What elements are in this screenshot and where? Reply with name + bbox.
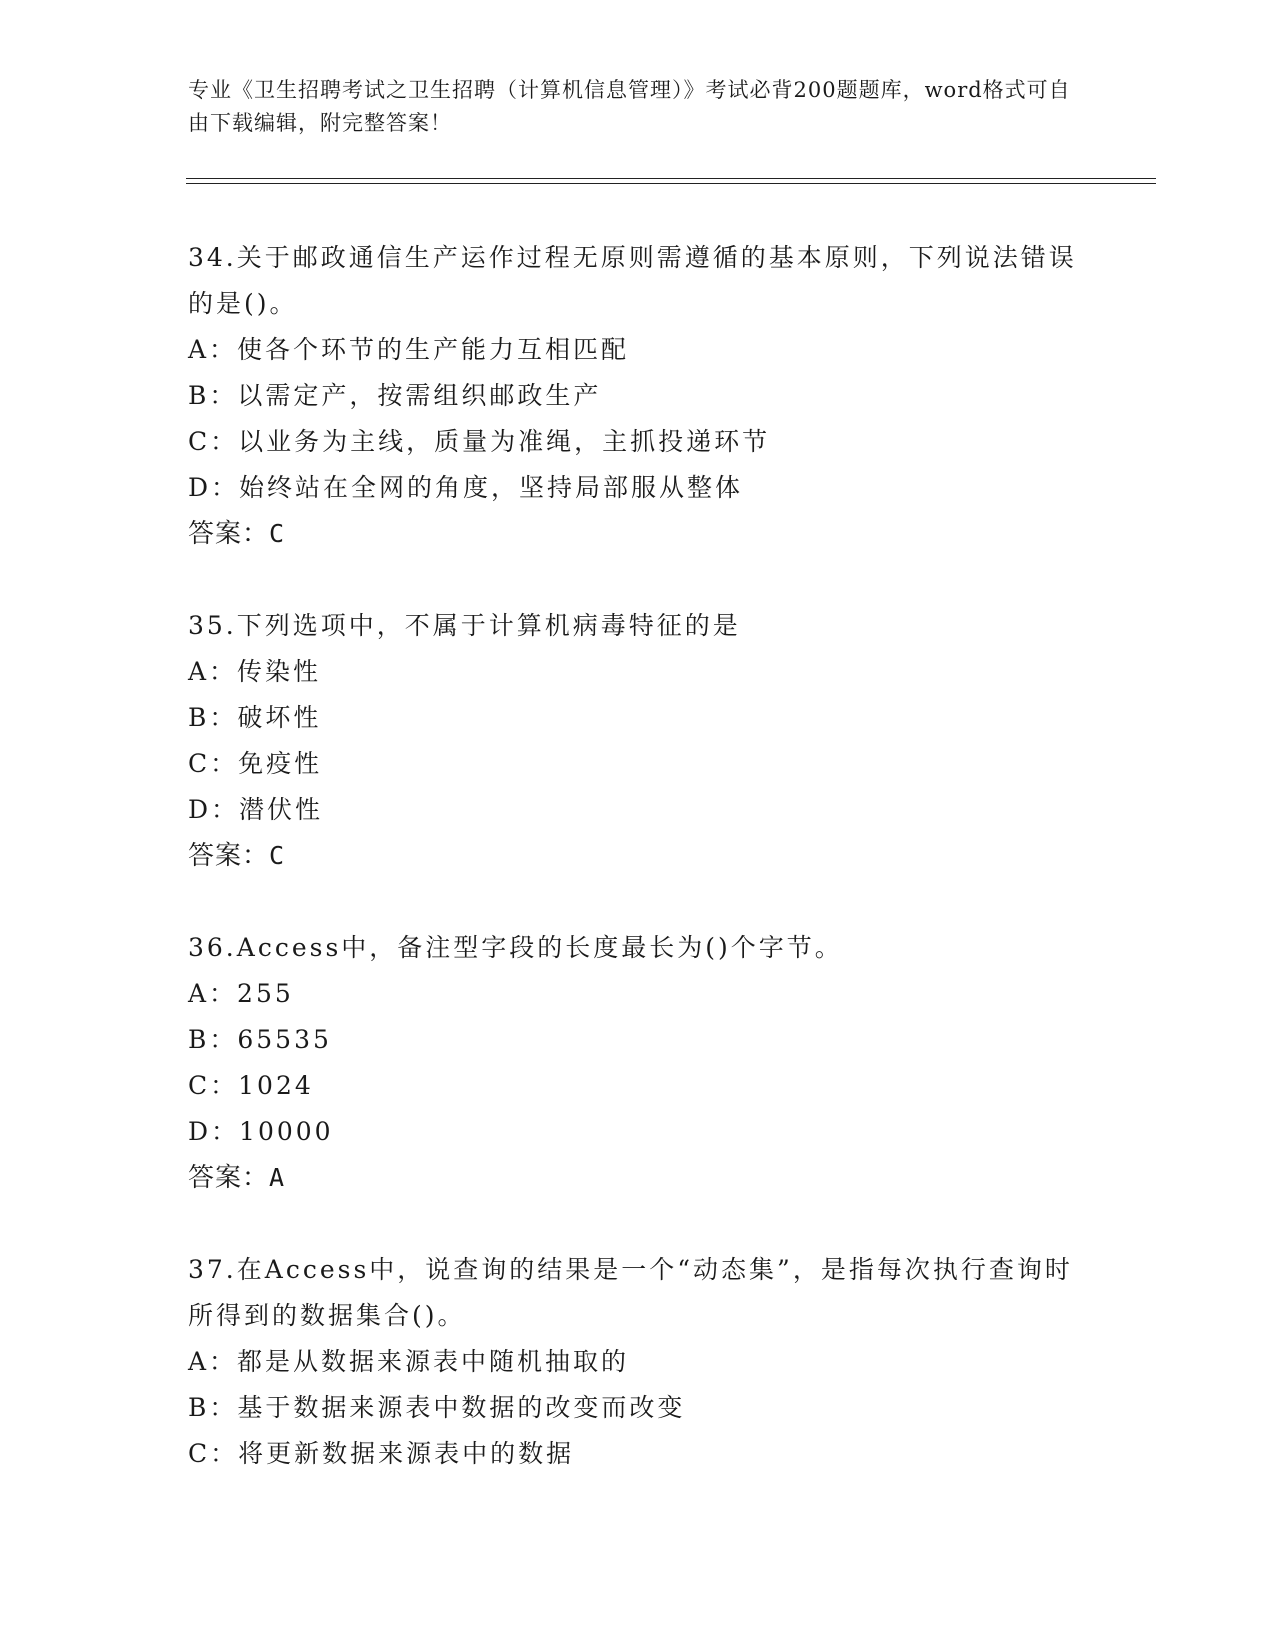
answer-line — [188, 511, 1088, 557]
document-header: 专业《卫生招聘考试之卫生招聘（计算机信息管理）》考试必背200题题库，word格式可自由下载编辑，附完整答案！ — [188, 78, 1071, 135]
answer-value: C — [269, 519, 286, 548]
answer-value: C — [269, 841, 286, 870]
answer-line — [188, 833, 1088, 879]
question-text: 35.下列选项中，不属于计算机病毒特征的是 — [188, 611, 741, 640]
option-d: D：潜伏性 — [188, 795, 324, 824]
option-a: A：传染性 — [188, 657, 322, 686]
question-34 — [188, 235, 1088, 557]
option-a: A：都是从数据来源表中随机抽取的 — [188, 1347, 630, 1376]
question-36 — [188, 925, 1088, 1201]
option-c: C：以业务为主线，质量为准绳，主抓投递环节 — [188, 427, 771, 456]
question-37 — [188, 1247, 1088, 1477]
question-list — [188, 235, 1088, 1523]
question-text: 37.在Access中，说查询的结果是一个“动态集”，是指每次执行查询时所得到的数据集合()。 — [188, 1255, 1073, 1330]
answer-value: A — [269, 1163, 286, 1192]
question-text: 34.关于邮政通信生产运作过程无原则需遵循的基本原则，下列说法错误的是()。 — [188, 243, 1077, 318]
option-b: B：基于数据来源表中数据的改变而改变 — [188, 1393, 686, 1422]
option-c: C：1024 — [188, 1071, 314, 1100]
question-35 — [188, 603, 1088, 879]
option-b: B：65535 — [188, 1025, 332, 1054]
option-a: A：使各个环节的生产能力互相匹配 — [188, 335, 630, 364]
question-text: 36.Access中，备注型字段的长度最长为()个字节。 — [188, 933, 843, 962]
option-d: D：始终站在全网的角度，坚持局部服从整体 — [188, 473, 744, 502]
option-d: D：10000 — [188, 1117, 334, 1146]
option-b: B：以需定产，按需组织邮政生产 — [188, 381, 602, 410]
answer-line — [188, 1155, 1088, 1201]
header-divider-top — [186, 178, 1156, 179]
option-a: A：255 — [188, 979, 294, 1008]
option-c: C：将更新数据来源表中的数据 — [188, 1439, 575, 1468]
answer-label: 答案： — [188, 519, 270, 549]
option-b: B：破坏性 — [188, 703, 322, 732]
header-divider-bottom — [186, 183, 1156, 184]
answer-label: 答案： — [188, 841, 270, 871]
option-c: C：免疫性 — [188, 749, 323, 778]
answer-label: 答案： — [188, 1163, 270, 1193]
